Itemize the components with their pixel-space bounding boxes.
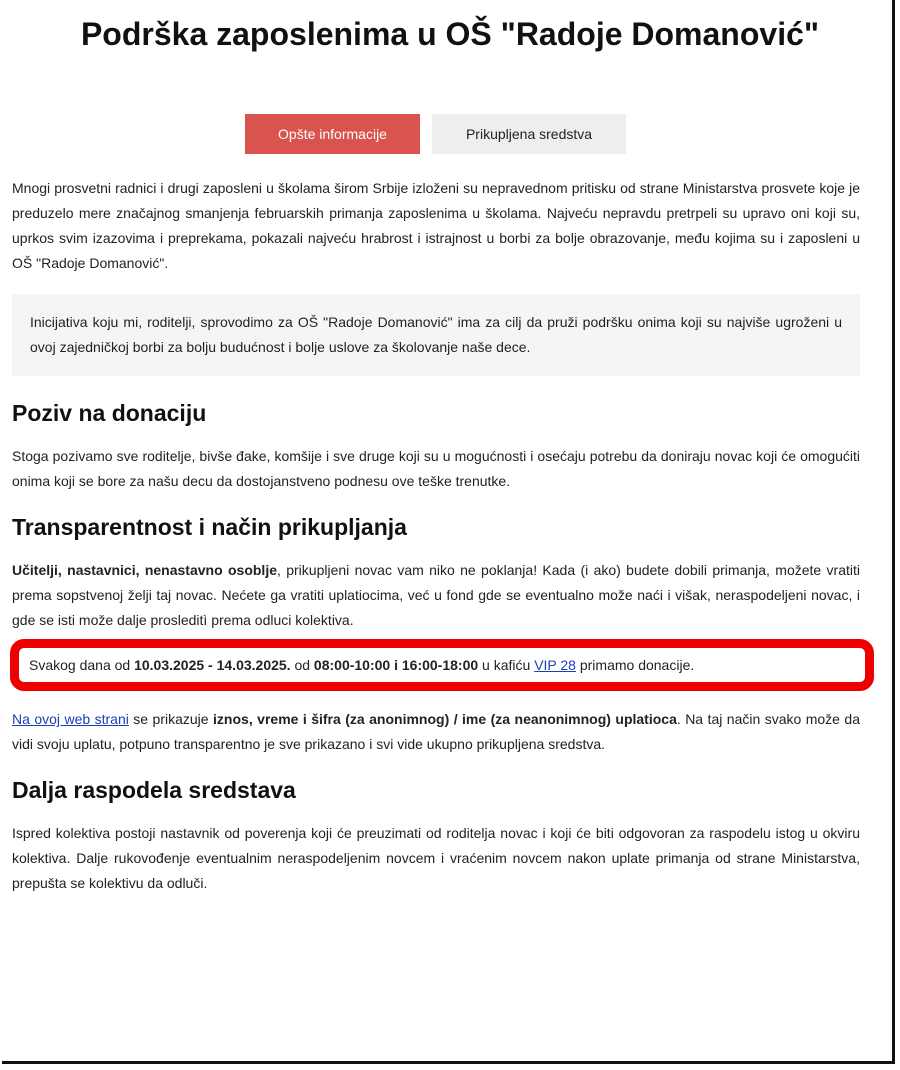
schedule-place-prefix: u kafiću <box>478 657 535 673</box>
schedule-prefix: Svakog dana od <box>29 657 135 673</box>
schedule-suffix: primamo donacije. <box>575 657 695 673</box>
web-bold: iznos, vreme i šifra (za anonimnog) / ime (za neanonimnog) uplatioca <box>213 711 677 727</box>
distribution-paragraph: Ispred kolektiva postoji nastavnik od poverenja koji će preuzimati od roditelja novac i koji će biti odgovoran za raspodelu istog u okviru kolektiva. Dalje rukovođenje eventualnim neraspodeljenim novcem i vraćenim novcem nakon uplate primanja od strane Ministarstva, prepušta se kolektivu da odluči. <box>12 825 860 891</box>
transparency-text: , prikupljeni novac vam niko ne poklanja! Kada (i ako) budete dobili primanja, možete vratiti prema sopstvenoj želji taj novac. Nećete ga vratiti uplatiocima, već u fond gde se eventualno može naći i višak, neraspodeljeni novac, i gde se isti može dalje prosleditì prema odluci kolektiva. <box>12 562 860 628</box>
transparency-paragraph <box>12 558 860 633</box>
donation-heading: Poziv na donaciju <box>12 400 207 426</box>
cafe-link[interactable]: VIP 28 <box>534 657 576 673</box>
schedule-mid: od <box>290 657 314 673</box>
web-paragraph <box>12 707 860 757</box>
web-mid: se prikazuje <box>128 711 214 727</box>
tab-bar <box>245 114 626 154</box>
schedule-hours: 08:00-10:00 i 16:00-18:00 <box>313 657 479 673</box>
intro-paragraph: Mnogi prosvetni radnici i drugi zaposleni u školama širom Srbije izloženi su nepravednom pritisku od strane Ministarstva prosvete koje je preduzelo mere značajnog smanjenja februarskih primanja zaposlenima u školama. Najveću nepravdu pretrpeli su upravo oni koji su, uprkos svim izazovima i preprekama, pokazali najveću hrabrost i istrajnost u borbi za bolje obrazovanje, među kojima su i zaposleni u OŠ "Radoje Domanović". <box>12 180 860 271</box>
distribution-heading: Dalja raspodela sredstava <box>12 777 296 803</box>
main-content <box>12 176 860 896</box>
initiative-quote-text: Inicijativa koju mi, roditelji, sprovodimo za OŠ "Radoje Domanović" ima za cilj da pruži podršku onima koji su najviše ugroženi u ovoj zajedničkoj borbi za bolju budućnost i bolje uslove za školovanje naše dece. <box>30 314 842 355</box>
donation-paragraph: Stoga pozivamo sve roditelje, bivše đake, komšije i sve druge koji su u mogućnosti i osećaju potrebu da doniraju novac koji će omogućiti onima koji se bore za našu decu da dostojanstveno podnesu ove teške trenutke. <box>12 448 860 489</box>
schedule-highlight-box <box>10 639 874 691</box>
schedule-dates: 10.03.2025 - 14.03.2025. <box>134 657 291 673</box>
tab-general-info[interactable]: Opšte informacije <box>245 114 420 154</box>
web-text: . Na taj način svako može da vidi svoju uplatu, potpuno transparentno je sve prikazano i svi vide ukupno prikupljena sredstva. <box>12 711 860 752</box>
initiative-quote <box>12 294 860 376</box>
tab-collected-funds[interactable]: Prikupljena sredstva <box>432 114 626 154</box>
page-title: Podrška zaposlenima u OŠ "Radoje Domanović" <box>80 16 820 52</box>
transparency-heading: Transparentnost i način prikupljanja <box>12 514 407 540</box>
transparency-bold-lead: Učitelji, nastavnici, nenastavno osoblje <box>12 562 277 578</box>
web-page-link[interactable]: Na ovoj web strani <box>12 711 129 727</box>
